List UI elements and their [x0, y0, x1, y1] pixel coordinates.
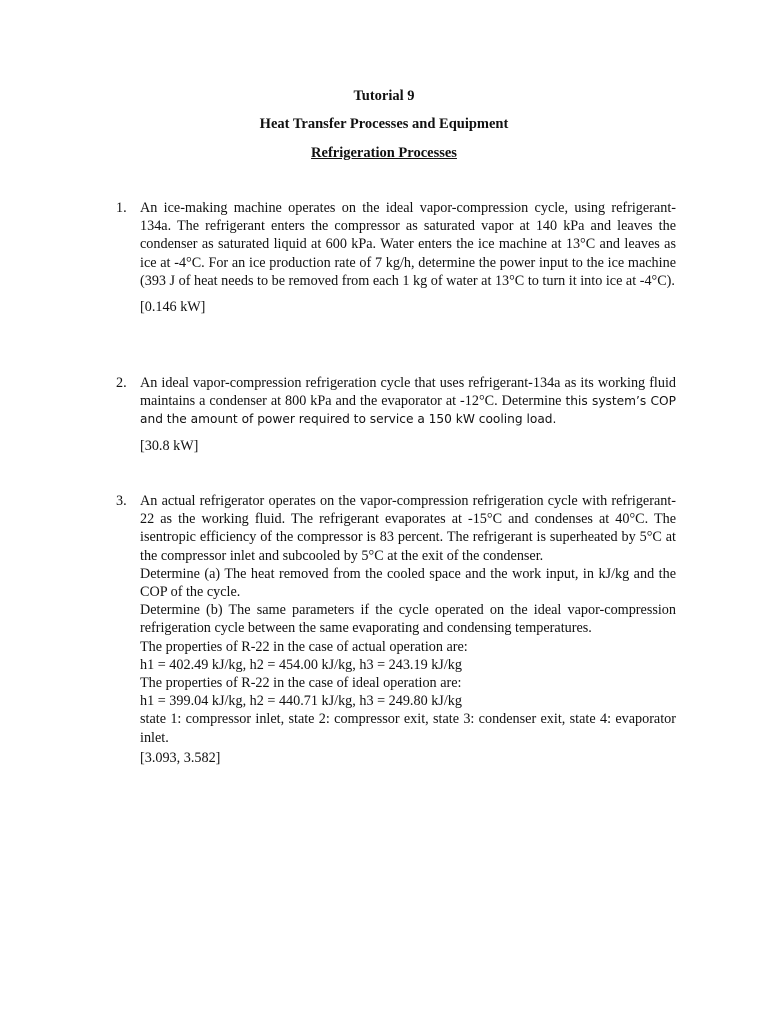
ideal-properties-values: h1 = 399.04 kJ/kg, h2 = 440.71 kJ/kg, h3 = 249.80 kJ/kg: [140, 693, 462, 710]
question-3: [116, 492, 676, 767]
question-body: [140, 199, 676, 316]
question-body: [140, 492, 676, 767]
question-text: [140, 374, 676, 429]
question-text: An ice-making machine operates on the ideal vapor-compression cycle, using refrigerant-134a. The refrigerant enters the compressor as saturated vapor at 140 kPa and leaves the condenser as saturated liquid at 600 kPa. Water enters the ice machine at 13°C and leaves as ice at -4°C. For an ice production rate of 7 kg/h, determine the power input to the ice machine (393 J of heat needs to be removed from each 1 kg of water at 13°C to turn it into ice at -4°C).: [140, 200, 676, 289]
actual-properties-values: h1 = 402.49 kJ/kg, h2 = 454.00 kJ/kg, h3 = 243.19 kJ/kg: [140, 656, 462, 673]
question-part-b: Determine (b) The same parameters if the cycle operated on the ideal vapor-compression refrigeration cycle between the same evaporating and condensing temperatures.: [140, 602, 676, 637]
question-answer: [3.093, 3.582]: [140, 749, 221, 766]
tutorial-title: Tutorial 9: [353, 88, 415, 104]
ideal-properties-label: The properties of R-22 in the case of ideal operation are:: [140, 675, 462, 692]
question-text-main: An ideal vapor-compression refrigeration cycle that uses refrigerant-134a as its working fluid maintains a condenser at 800 kPa and the evaporator at -12°C. Determine: [140, 375, 676, 410]
question-number: 1.: [116, 200, 127, 216]
question-text-continued: this system’s COP and the amount of power required to service a 150 kW cooling load.: [140, 394, 676, 427]
question-answer: [30.8 kW]: [140, 437, 199, 454]
course-title: Heat Transfer Processes and Equipment: [259, 116, 509, 132]
question-number: 3.: [116, 493, 127, 509]
question-part-a: Determine (a) The heat removed from the cooled space and the work input, in kJ/kg and the COP of the cycle.: [140, 565, 676, 601]
question-2: [116, 374, 676, 455]
question-text: An actual refrigerator operates on the vapor-compression refrigeration cycle with refrigerant-22 as the working fluid. The refrigerant evaporates at -15°C and condenses at 40°C. The isentropic efficiency of the compressor is 83 percent. The refrigerant is superheated by 5°C at the compressor inlet and subcooled by 5°C at the exit of the condenser.: [140, 493, 676, 564]
actual-properties-label: The properties of R-22 in the case of actual operation are:: [140, 638, 468, 655]
question-answer: [0.146 kW]: [140, 299, 206, 316]
question-1: [116, 199, 676, 316]
topic-title: Refrigeration Processes: [311, 145, 457, 161]
state-definitions: state 1: compressor inlet, state 2: compressor exit, state 3: condenser exit, state 4: evaporator inlet.: [140, 711, 676, 746]
question-body: [140, 374, 676, 455]
question-number: 2.: [116, 375, 127, 391]
